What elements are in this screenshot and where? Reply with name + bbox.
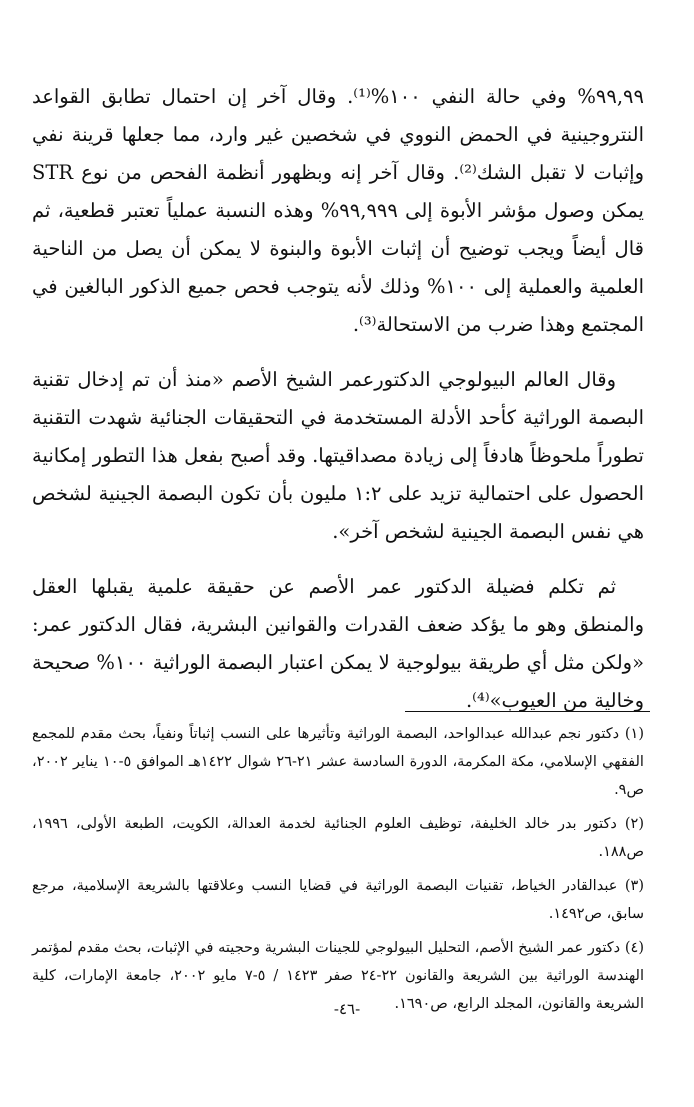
footnote-1: (١) دكتور نجم عبدالله عبدالواحد، البصمة الوراثية وتأثيرها على النسب إثباتاً ونفياً، بحث مقدم للمجمع الفقهي الإسلامي، مكة المكرمة، الدورة السادسة عشر ٢١-٢٦ شوال ١٤٢٢هـ الموافق ٥-١٠ يناير ٢٠٠٢، ص٩. <box>32 726 644 798</box>
footnote-divider <box>405 711 650 712</box>
footnote-2: (٢) دكتور بدر خالد الخليفة، توظيف العلوم الجنائية لخدمة العدالة، الكويت، الطبعة الأولى، ١٩٩٦، ص١٨٨. <box>32 816 644 860</box>
page-number: -٤٦- <box>333 1000 361 1018</box>
paragraph-1: ٩٩,٩٩% وفي حالة النفي ١٠٠%⁽¹⁾. وقال آخر إن احتمال تطابق القواعد النتروجينية في الحمض النووي في شخصين غير وارد، مما جعلها قرينة نفي وإثبات لا تقبل الشك⁽²⁾. وقال آخر إنه وبظهور أنظمة الفحص من نوع STR يمكن وصول مؤشر الأبوة إلى ٩٩,٩٩٩% وهذه النسبة عملياً تعتبر قطعية، ثم قال أيضاً ويجب توضيح أن إثبات الأبوة والبنوة لا يمكن أن يصل من الناحية العلمية والعملية إلى ١٠٠% وذلك لأنه يتوجب فحص جميع الذكور البالغين في المجتمع وهذا ضرب من الاستحالة⁽³⁾. <box>32 85 645 336</box>
footnote-4: (٤) دكتور عمر الشيخ الأصم، التحليل البيولوجي للجينات البشرية وحجيته في الإثبات، بحث مقدم لمؤتمر الهندسة الوراثية بين الشريعة والقانون ٢٢-٢٤ صفر ١٤٢٣ / ٥-٧ مايو ٢٠٠٢، جامعة الإمارات، كلية الشريعة والقانون، المجلد الرابع، ص١٦٩٠. <box>32 940 644 1012</box>
footnotes <box>32 720 644 1024</box>
footnote-3: (٣) عبدالقادر الخياط، تقنيات البصمة الوراثية في قضايا النسب وعلاقتها بالشريعة الإسلامية، مرجع سابق، ص١٤٩٢. <box>32 878 644 922</box>
paragraph-3: ثم تكلم فضيلة الدكتور عمر الأصم عن حقيقة علمية يقبلها العقل والمنطق وهو ما يؤكد ضعف القدرات والقوانين البشرية، فقال الدكتور عمر: «ولكن مثل أي طريقة بيولوجية لا يمكن اعتبار البصمة الوراثية ١٠٠% صحيحة وخالية من العيوب»⁽⁴⁾. <box>32 575 644 712</box>
paragraph-2: وقال العالم البيولوجي الدكتورعمر الشيخ الأصم «منذ أن تم إدخال تقنية البصمة الوراثية كأحد الأدلة المستخدمة في التحقيقات الجنائية شهدت التقنية تطوراً ملحوظاً هادفاً إلى زيادة مصداقيتها. وقد أصبح بفعل هذا التطور إمكانية الحصول على احتمالية تزيد على ١:٢ مليون بأن تكون البصمة الجينية لشخص هي نفس البصمة الجينية لشخص آخر». <box>32 368 645 543</box>
main-text <box>32 78 644 720</box>
